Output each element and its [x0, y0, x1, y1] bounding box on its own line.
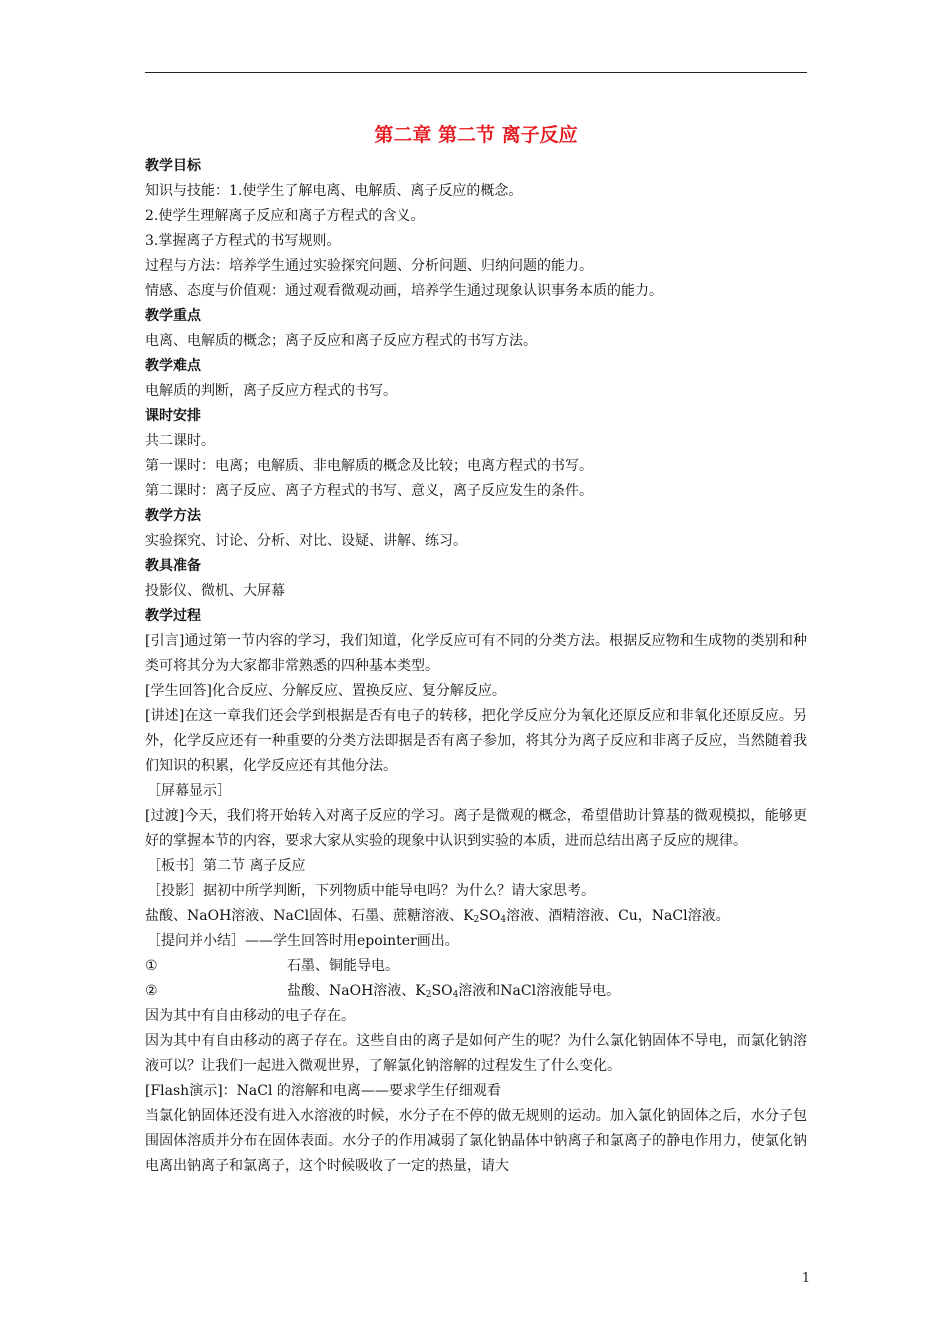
- process-paragraph: ［提问并小结］——学生回答时用epointer画出。: [147, 933, 459, 949]
- objective-line: 2.使学生理解离子反应和离子方程式的含义。: [145, 208, 425, 224]
- objective-line: 过程与方法：培养学生通过实验探究问题、分析问题、归纳问题的能力。: [145, 258, 593, 274]
- enum-text-part: 盐酸、NaOH溶液、K: [287, 983, 426, 999]
- schedule-line: 第一课时：电离；电解质、非电解质的概念及比较；电离方程式的书写。: [145, 458, 593, 474]
- enum-text-part: SO: [431, 983, 453, 999]
- key-points-text: 电离、电解质的概念；离子反应和离子反应方程式的书写方法。: [145, 333, 537, 349]
- process-paragraph: [过渡]今天，我们将开始转入对离子反应的学习。离子是微观的概念，希望借助计算基的微观模拟，能够更好的掌握本节的内容，要求大家从实验的现象中认识到实验的本质，进而总结出离子反应的规律。: [145, 808, 807, 849]
- objective-line: 情感、态度与价值观：通过观看微观动画，培养学生通过现象认识事务本质的能力。: [145, 283, 663, 299]
- enum-item: [145, 979, 807, 1004]
- difficult-points-heading: 教学难点: [145, 358, 201, 374]
- enum-text: [287, 979, 620, 1004]
- process-paragraph: 因为其中有自由移动的电子存在。: [145, 1008, 355, 1024]
- objectives-heading: 教学目标: [145, 158, 201, 174]
- enum-item: [145, 954, 807, 979]
- schedule-line: 共二课时。: [145, 433, 215, 449]
- process-paragraph: [学生回答]化合反应、分解反应、置换反应、复分解反应。: [145, 683, 506, 699]
- process-paragraph: ［投影］据初中所学判断，下列物质中能导电吗？为什么？请大家思考。: [147, 883, 595, 899]
- substance-list: [145, 904, 807, 929]
- process-heading: 教学过程: [145, 608, 201, 624]
- key-points-heading: 教学重点: [145, 308, 201, 324]
- objective-line: 知识与技能：1.使学生了解电离、电解质、离子反应的概念。: [145, 183, 523, 199]
- schedule-heading: 课时安排: [145, 408, 201, 424]
- substance-text: SO: [479, 908, 501, 924]
- process-paragraph: ［板书］第二节 离子反应: [147, 858, 306, 874]
- process-paragraph: [Flash演示]：NaCl 的溶解和电离——要求学生仔细观看: [145, 1083, 501, 1099]
- enum-marker: ②: [145, 983, 158, 999]
- process-paragraph: 当氯化钠固体还没有进入水溶液的时候，水分子在不停的做无规则的运动。加入氯化钠固体之后，水分子包围固体溶质并分布在固体表面。水分子的作用减弱了氯化钠晶体中钠离子和氯离子的静电作用力，使氯化钠电离出钠离子和氯离子，这个时候吸收了一定的热量，请大: [145, 1108, 807, 1174]
- method-heading: 教学方法: [145, 508, 201, 524]
- objective-line: 3.掌握离子方程式的书写规则。: [145, 233, 341, 249]
- process-paragraph: [引言]通过第一节内容的学习，我们知道，化学反应可有不同的分类方法。根据反应物和生成物的类别和种类可将其分为大家都非常熟悉的四种基本类型。: [145, 633, 807, 674]
- subscript: 2: [425, 990, 432, 1000]
- difficult-points-text: 电解质的判断，离子反应方程式的书写。: [145, 383, 397, 399]
- tools-heading: 教具准备: [145, 558, 201, 574]
- substance-text: 盐酸、NaOH溶液、NaCl固体、石墨、蔗糖溶液、K: [145, 908, 474, 924]
- subscript: 4: [452, 990, 459, 1000]
- method-text: 实验探究、讨论、分析、对比、设疑、讲解、练习。: [145, 533, 467, 549]
- page-title: 第二章 第二节 离子反应: [374, 124, 578, 146]
- page-number: 1: [801, 1271, 811, 1286]
- enum-text-part: 溶液和NaCl溶液能导电。: [458, 983, 621, 999]
- subscript: 4: [500, 915, 507, 925]
- process-paragraph: [讲述]在这一章我们还会学到根据是否有电子的转移，把化学反应分为氧化还原反应和非氧化还原反应。另外，化学反应还有一种重要的分类方法即据是否有离子参加，将其分为离子反应和非离子反应，当然随着我们知识的积累，化学反应还有其他分法。: [145, 708, 807, 774]
- process-paragraph: ［屏幕显示］: [147, 783, 231, 799]
- schedule-line: 第二课时：离子反应、离子方程式的书写、意义，离子反应发生的条件。: [145, 483, 593, 499]
- substance-text: 溶液、酒精溶液、Cu，NaCl溶液。: [506, 908, 730, 924]
- subscript: 2: [473, 915, 480, 925]
- enum-text: 石墨、铜能导电。: [287, 958, 399, 974]
- process-paragraph: 因为其中有自由移动的离子存在。这些自由的离子是如何产生的呢？为什么氯化钠固体不导电，而氯化钠溶液可以？让我们一起进入微观世界，了解氯化钠溶解的过程发生了什么变化。: [145, 1033, 807, 1074]
- header-rule: [145, 72, 807, 73]
- document-body: [145, 120, 807, 1179]
- tools-text: 投影仪、微机、大屏幕: [145, 583, 285, 599]
- enum-marker: ①: [145, 958, 158, 974]
